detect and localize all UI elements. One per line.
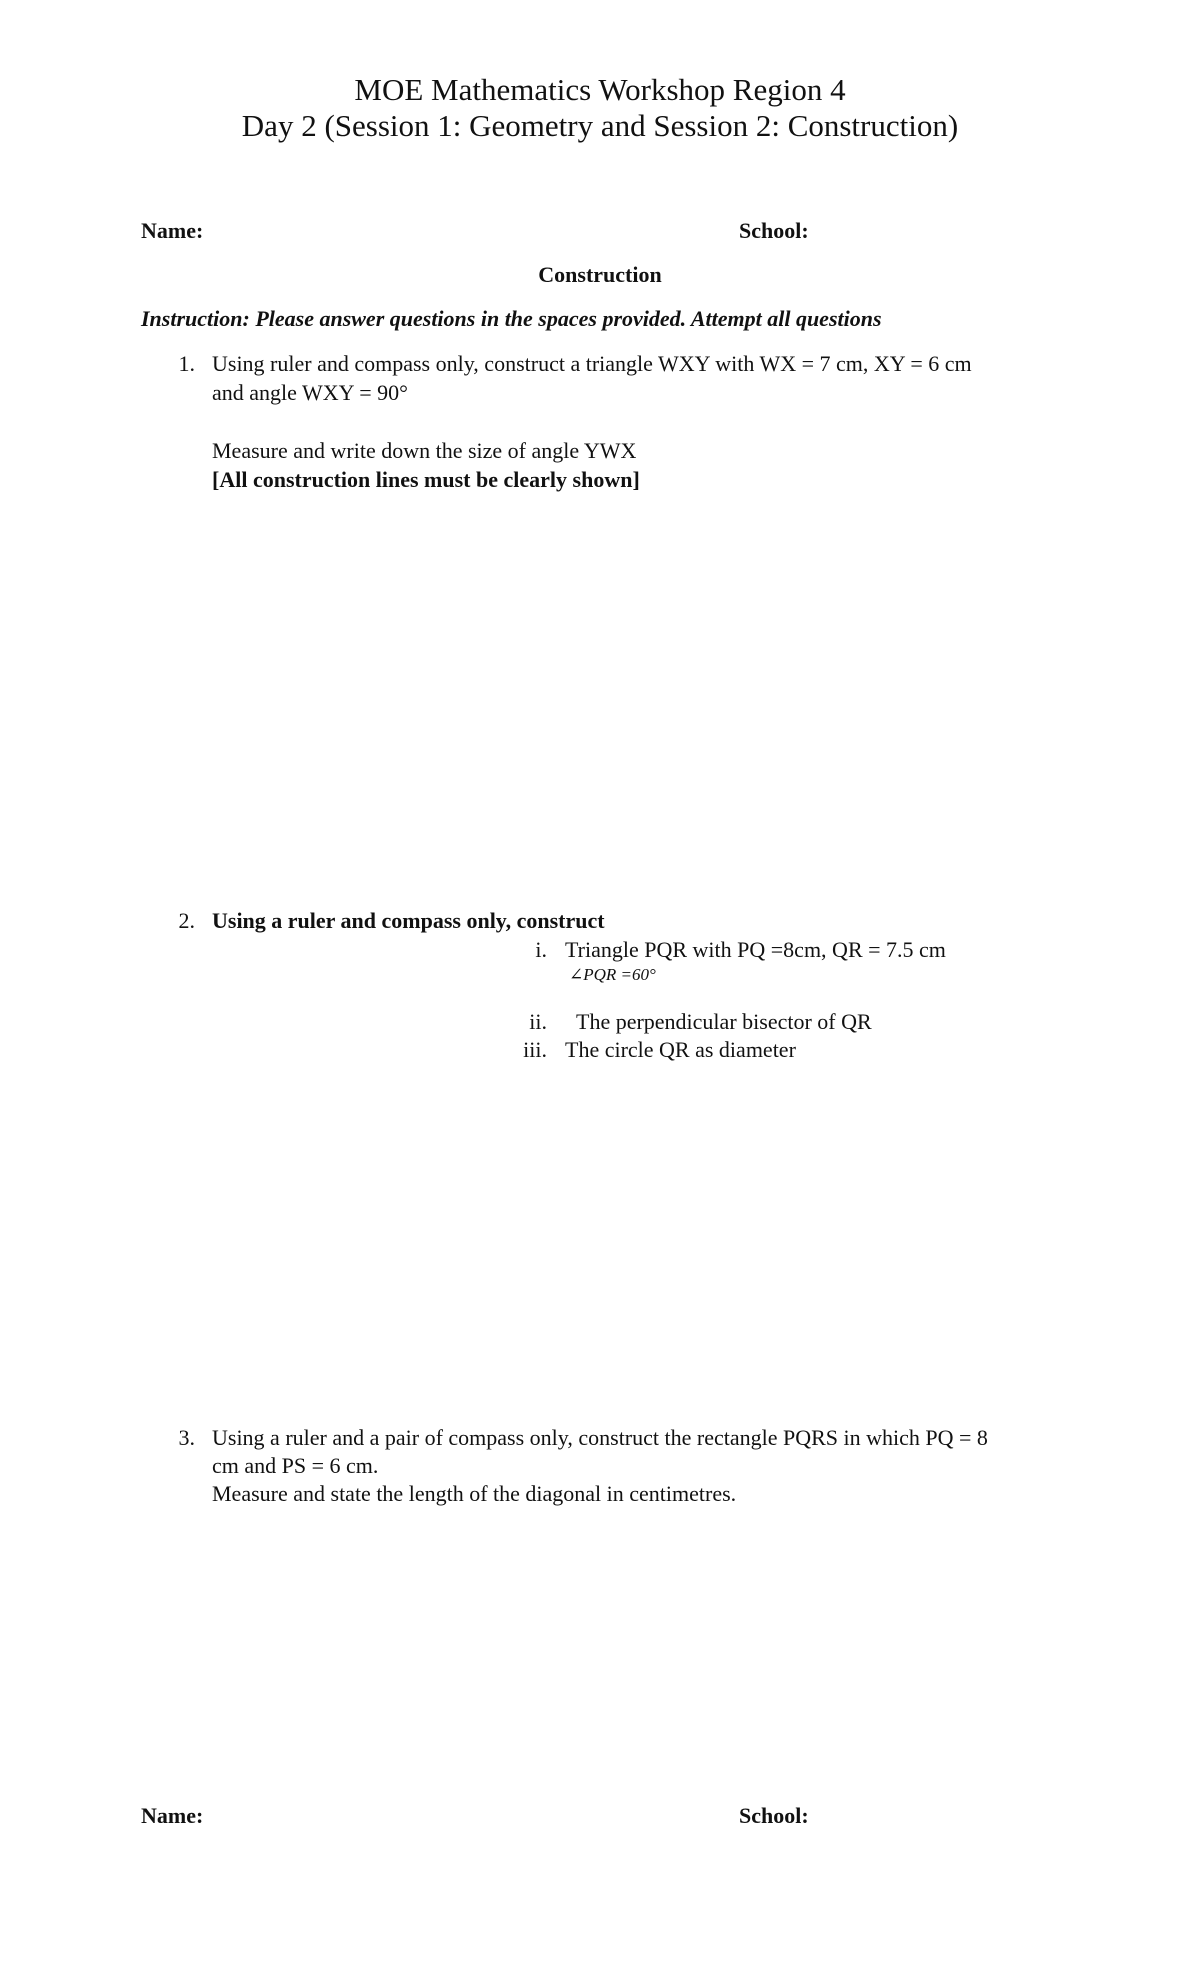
question-2-number: 2. xyxy=(178,908,195,933)
question-1-line2: and angle WXY = 90° xyxy=(212,380,408,405)
question-3-line1: Using a ruler and a pair of compass only, construct the rectangle PQRS in which PQ = 8 xyxy=(212,1425,988,1450)
footer-school-label: School: xyxy=(739,1803,809,1828)
question-3-number: 3. xyxy=(178,1425,195,1450)
question-2-item-i-angle: ∠PQR =60° xyxy=(569,965,656,984)
section-heading: Construction xyxy=(538,262,662,287)
name-label: Name: xyxy=(141,218,204,243)
question-3-line2: cm and PS = 6 cm. xyxy=(212,1453,379,1478)
footer-name-label: Name: xyxy=(141,1803,204,1828)
question-1-note: [All construction lines must be clearly shown] xyxy=(212,467,640,492)
question-2-lead: Using a ruler and compass only, construct xyxy=(212,908,605,933)
question-1-line3: Measure and write down the size of angle YWX xyxy=(212,438,637,463)
question-1-line1: Using ruler and compass only, construct a triangle WXY with WX = 7 cm, XY = 6 cm xyxy=(212,351,972,376)
school-label: School: xyxy=(739,218,809,243)
question-2-item-i-text: Triangle PQR with PQ =8cm, QR = 7.5 cm xyxy=(565,937,946,962)
question-2-item-iii-text: The circle QR as diameter xyxy=(565,1037,796,1062)
question-2-item-ii-text: The perpendicular bisector of QR xyxy=(576,1009,872,1034)
page-title: MOE Mathematics Workshop Region 4 xyxy=(354,72,846,107)
question-1-number: 1. xyxy=(178,351,195,376)
instruction-text: Instruction: Please answer questions in the spaces provided. Attempt all questions xyxy=(141,306,882,331)
question-2-item-ii-numeral: ii. xyxy=(529,1009,547,1034)
question-2-item-iii-numeral: iii. xyxy=(523,1037,547,1062)
question-2-item-i-numeral: i. xyxy=(535,937,547,962)
page-subtitle: Day 2 (Session 1: Geometry and Session 2: Construction) xyxy=(241,108,959,143)
question-3-line3: Measure and state the length of the diagonal in centimetres. xyxy=(212,1481,737,1506)
